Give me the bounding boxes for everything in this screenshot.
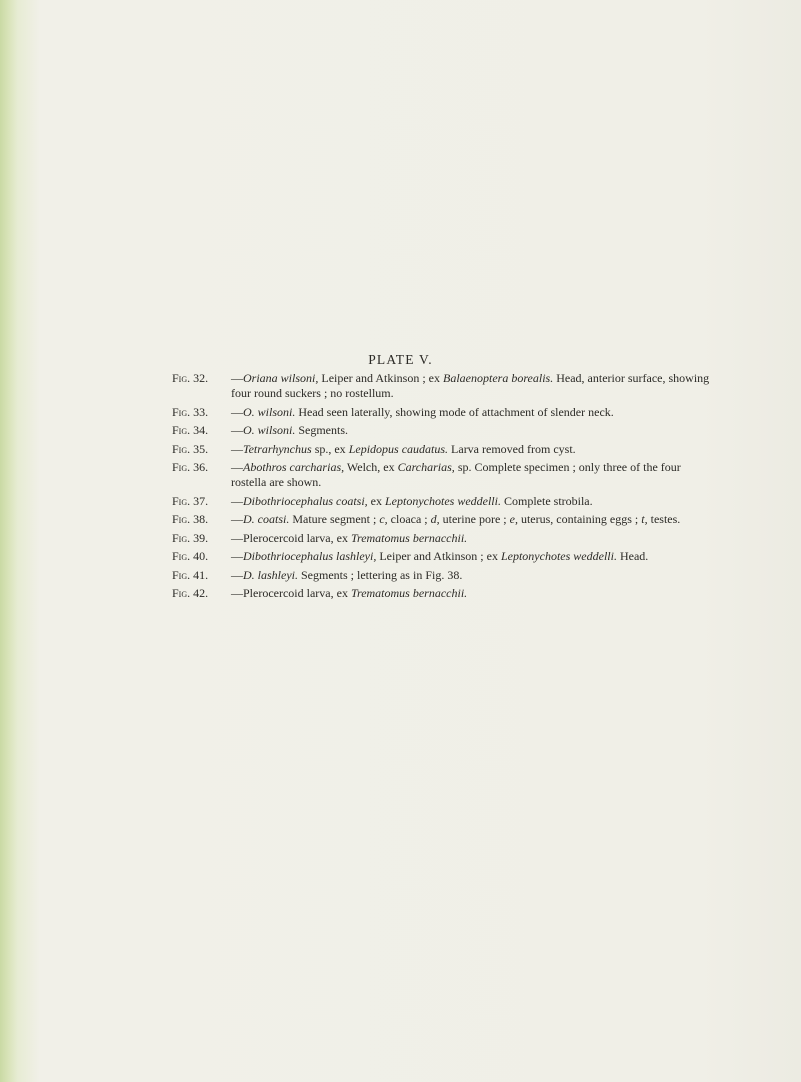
figure-label: Fig. 42. <box>172 586 209 600</box>
figure-label: Fig. 35. <box>172 441 209 456</box>
plate-title: PLATE V. <box>368 352 433 367</box>
figure-caption-list <box>172 371 792 605</box>
caption-continuation: rostella are shown. <box>231 475 322 489</box>
figure-caption-35: Fig. 35. —Tetrarhynchus sp., ex Lepidopus caudatus. Larva removed from cyst. <box>172 441 576 456</box>
figure-caption-32: Fig. 32. —Oriana wilsoni, Leiper and Atkinson ; ex Balaenoptera borealis. Head, anterior surface, showing four round suckers ; no rostellum. <box>207 371 792 401</box>
figure-label: Fig. 39. <box>172 530 209 545</box>
figure-caption-36: Fig. 36. —Abothros carcharias, Welch, ex Carcharias, sp. Complete specimen ; only three of the four rostella are shown. <box>207 460 792 490</box>
figure-label: Fig. 41. <box>172 567 209 582</box>
figure-caption-39: Fig. 39. —Plerocercoid larva, ex Trematomus bernacchii. <box>172 530 468 545</box>
figure-caption-34: Fig. 34. —O. wilsoni. Segments. <box>172 423 349 437</box>
figure-caption-42: Fig. 42. —Plerocercoid larva, ex Trematomus bernacchii. <box>172 586 468 600</box>
figure-label: Fig. 32. <box>172 371 209 385</box>
figure-label: Fig. 33. <box>172 404 209 419</box>
figure-caption-33: Fig. 33. —O. wilsoni. Head seen laterally, showing mode of attachment of slender neck. <box>172 404 614 419</box>
caption-continuation: four round suckers ; no rostellum. <box>231 386 394 400</box>
page-binding-edge <box>0 0 40 1082</box>
figure-caption-38: Fig. 38. —D. coatsi. Mature segment ; c, cloaca ; d, uterine pore ; e, uterus, containing eggs ; t, testes. <box>172 512 681 526</box>
figure-label: Fig. 40. <box>172 549 209 563</box>
figure-label: Fig. 38. <box>172 512 209 526</box>
figure-label: Fig. 34. <box>172 423 209 437</box>
figure-caption-40: Fig. 40. —Dibothriocephalus lashleyi, Leiper and Atkinson ; ex Leptonychotes weddelli. Head. <box>172 549 649 563</box>
figure-label: Fig. 37. <box>172 493 209 508</box>
figure-caption-37: Fig. 37. —Dibothriocephalus coatsi, ex Leptonychotes weddelli. Complete strobila. <box>172 493 593 508</box>
figure-caption-41: Fig. 41. —D. lashleyi. Segments ; lettering as in Fig. 38. <box>172 567 463 582</box>
figure-label: Fig. 36. <box>172 460 209 474</box>
